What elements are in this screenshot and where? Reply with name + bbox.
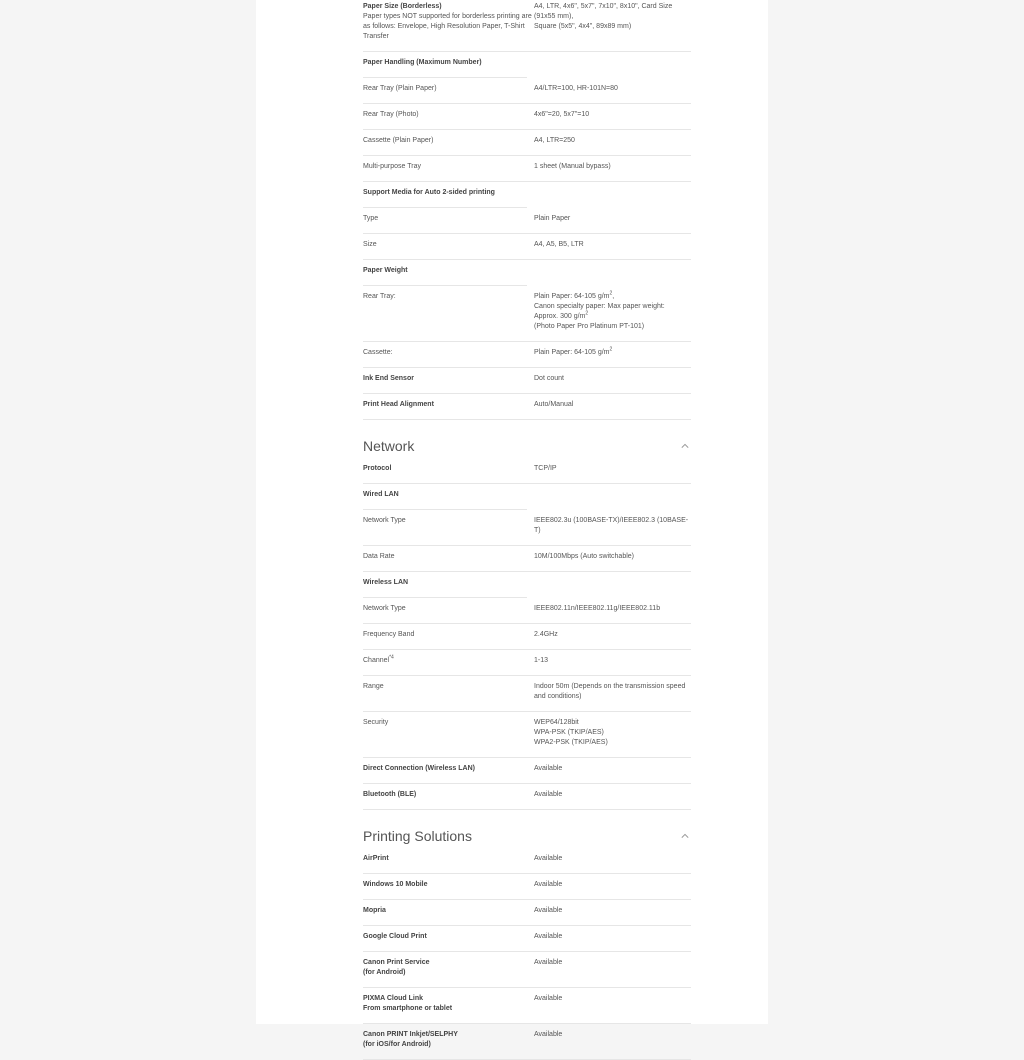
spec-row — [363, 510, 691, 546]
spec-row — [363, 624, 691, 650]
spec-row — [363, 1024, 691, 1060]
spec-row-rear-tray-weight — [363, 286, 691, 342]
spec-value: Available — [534, 933, 563, 940]
spec-value: Available — [534, 881, 563, 888]
spec-label: Canon Print Service (for Android) — [363, 959, 430, 976]
spec-row-cassette-plain — [363, 130, 691, 156]
spec-row-print-head-alignment — [363, 394, 691, 420]
spec-value: A4/LTR=100, HR-101N=80 — [534, 85, 618, 92]
spec-value: A4, A5, B5, LTR — [534, 241, 584, 248]
spec-row — [363, 546, 691, 572]
spec-label: Rear Tray (Plain Paper) — [363, 85, 437, 92]
spec-value: Plain Paper — [534, 215, 571, 222]
spec-row-type — [363, 208, 691, 234]
spec-row — [363, 784, 691, 810]
spec-row — [363, 952, 691, 988]
printing-specs — [363, 848, 691, 1060]
spec-row — [363, 848, 691, 874]
spec-row-paper-size-borderless — [363, 0, 691, 52]
spec-label: Wireless LAN — [363, 579, 409, 586]
spec-value: Auto/Manual — [534, 401, 574, 408]
spec-row — [363, 874, 691, 900]
spec-row — [363, 758, 691, 784]
spec-row — [363, 676, 691, 712]
printing-section-header[interactable] — [363, 828, 691, 844]
spec-value: 4x6"=20, 5x7"=10 — [534, 111, 590, 118]
spec-label: Frequency Band — [363, 631, 415, 638]
spec-row — [363, 712, 691, 758]
section-title: Network — [363, 438, 415, 454]
spec-row-size — [363, 234, 691, 260]
spec-value — [534, 266, 691, 276]
spec-label: Type — [363, 215, 379, 222]
spec-label: Ink End Sensor — [363, 375, 414, 382]
spec-value — [534, 578, 691, 588]
spec-label: Rear Tray: — [363, 293, 396, 300]
spec-row-paper-weight — [363, 260, 691, 285]
spec-page — [256, 0, 768, 1048]
spec-row-ink-end-sensor — [363, 368, 691, 394]
spec-row-multipurpose-tray — [363, 156, 691, 182]
spec-value: TCP/IP — [534, 465, 557, 472]
network-specs — [363, 458, 691, 810]
spec-value: 1-13 — [534, 657, 549, 664]
spec-value: A4, LTR=250 — [534, 137, 575, 144]
spec-value: Available — [534, 959, 563, 966]
spec-value: Available — [534, 995, 563, 1002]
spec-value: IEEE802.11n/IEEE802.11g/IEEE802.11b — [534, 605, 661, 612]
spec-value: 1 sheet (Manual bypass) — [534, 163, 611, 170]
spec-value: WEP64/128bit WPA-PSK (TKIP/AES) WPA2-PSK (TKIP/AES) — [534, 719, 608, 746]
spec-label: Channel$^{*4}$ — [363, 654, 394, 664]
spec-row — [363, 484, 691, 509]
spec-label: Canon PRINT Inkjet/SELPHY (for iOS/for Android) — [363, 1031, 458, 1048]
spec-label: Wired LAN — [363, 491, 399, 498]
chevron-up-icon[interactable] — [681, 442, 689, 450]
spec-label: Size — [363, 241, 377, 248]
spec-label: Direct Connection (Wireless LAN) — [363, 765, 475, 772]
network-section-header[interactable] — [363, 438, 691, 454]
spec-value: 10M/100Mbps (Auto switchable) — [534, 553, 634, 560]
spec-label: Multi-purpose Tray — [363, 163, 421, 170]
spec-label: Cassette: — [363, 349, 393, 356]
spec-row — [363, 650, 691, 676]
spec-value: 2.4GHz — [534, 631, 558, 638]
spec-value: Available — [534, 1031, 563, 1038]
spec-value: Available — [534, 907, 563, 914]
spec-row — [363, 926, 691, 952]
spec-label: Support Media for Auto 2-sided printing — [363, 189, 495, 196]
spec-row — [363, 900, 691, 926]
spec-value: IEEE802.3u (100BASE-TX)/IEEE802.3 (10BASE-T) — [534, 517, 689, 534]
spec-value — [534, 58, 691, 68]
spec-label: Google Cloud Print — [363, 933, 427, 940]
spec-row-paper-handling — [363, 52, 691, 77]
spec-value: Plain Paper: 64-105 $g/m^2$ — [534, 346, 613, 356]
spec-label: Network Type — [363, 517, 406, 524]
spec-value: Available — [534, 791, 563, 798]
spec-label: Mopria — [363, 907, 386, 914]
spec-row-support-media — [363, 182, 691, 207]
spec-label: Paper Handling (Maximum Number) — [363, 59, 482, 66]
spec-label: Rear Tray (Photo) — [363, 111, 419, 118]
spec-label: Windows 10 Mobile — [363, 881, 428, 888]
spec-value: A4, LTR, 4x6", 5x7", 7x10", 8x10", Card Size (91x55 mm), Square (5x5", 4x4", 89x89 mm) — [534, 3, 673, 30]
spec-row-rear-tray-plain — [363, 78, 691, 104]
spec-value: Plain Paper: 64-105 $g/m^2$, Canon specialty paper: Max paper weight: Approx. 300 $g/m^2$ (Photo Paper Pro Platinum PT-101) — [534, 290, 665, 330]
spec-value: Available — [534, 765, 563, 772]
spec-label: Protocol — [363, 465, 392, 472]
section-title: Printing Solutions — [363, 828, 472, 844]
spec-row — [363, 458, 691, 484]
spec-label: PIXMA Cloud Link From smartphone or tablet — [363, 995, 453, 1012]
spec-label: Print Head Alignment — [363, 401, 434, 408]
paper-specs — [363, 0, 691, 420]
spec-value: Available — [534, 855, 563, 862]
spec-row-cassette-weight — [363, 342, 691, 368]
spec-label: Range — [363, 683, 384, 690]
spec-row — [363, 598, 691, 624]
spec-row-rear-tray-photo — [363, 104, 691, 130]
spec-label: AirPrint — [363, 855, 389, 862]
spec-row — [363, 988, 691, 1024]
spec-label: Bluetooth (BLE) — [363, 791, 417, 798]
spec-label: Paper Size (Borderless) — [363, 3, 442, 10]
spec-value: Dot count — [534, 375, 564, 382]
spec-value: Indoor 50m (Depends on the transmission speed and conditions) — [534, 683, 686, 700]
spec-row — [363, 572, 691, 597]
spec-content — [363, 0, 691, 1060]
spec-label: Network Type — [363, 605, 406, 612]
spec-label: Paper Weight — [363, 267, 408, 274]
spec-label: Cassette (Plain Paper) — [363, 137, 434, 144]
spec-sublabel: Paper types NOT supported for borderless printing are as follows: Envelope, High Resolution Paper, T-Shirt Transfer — [363, 13, 532, 40]
spec-label: Data Rate — [363, 553, 395, 560]
spec-value — [534, 490, 691, 500]
spec-label: Security — [363, 719, 389, 726]
chevron-up-icon[interactable] — [681, 832, 689, 840]
spec-value — [534, 188, 691, 198]
